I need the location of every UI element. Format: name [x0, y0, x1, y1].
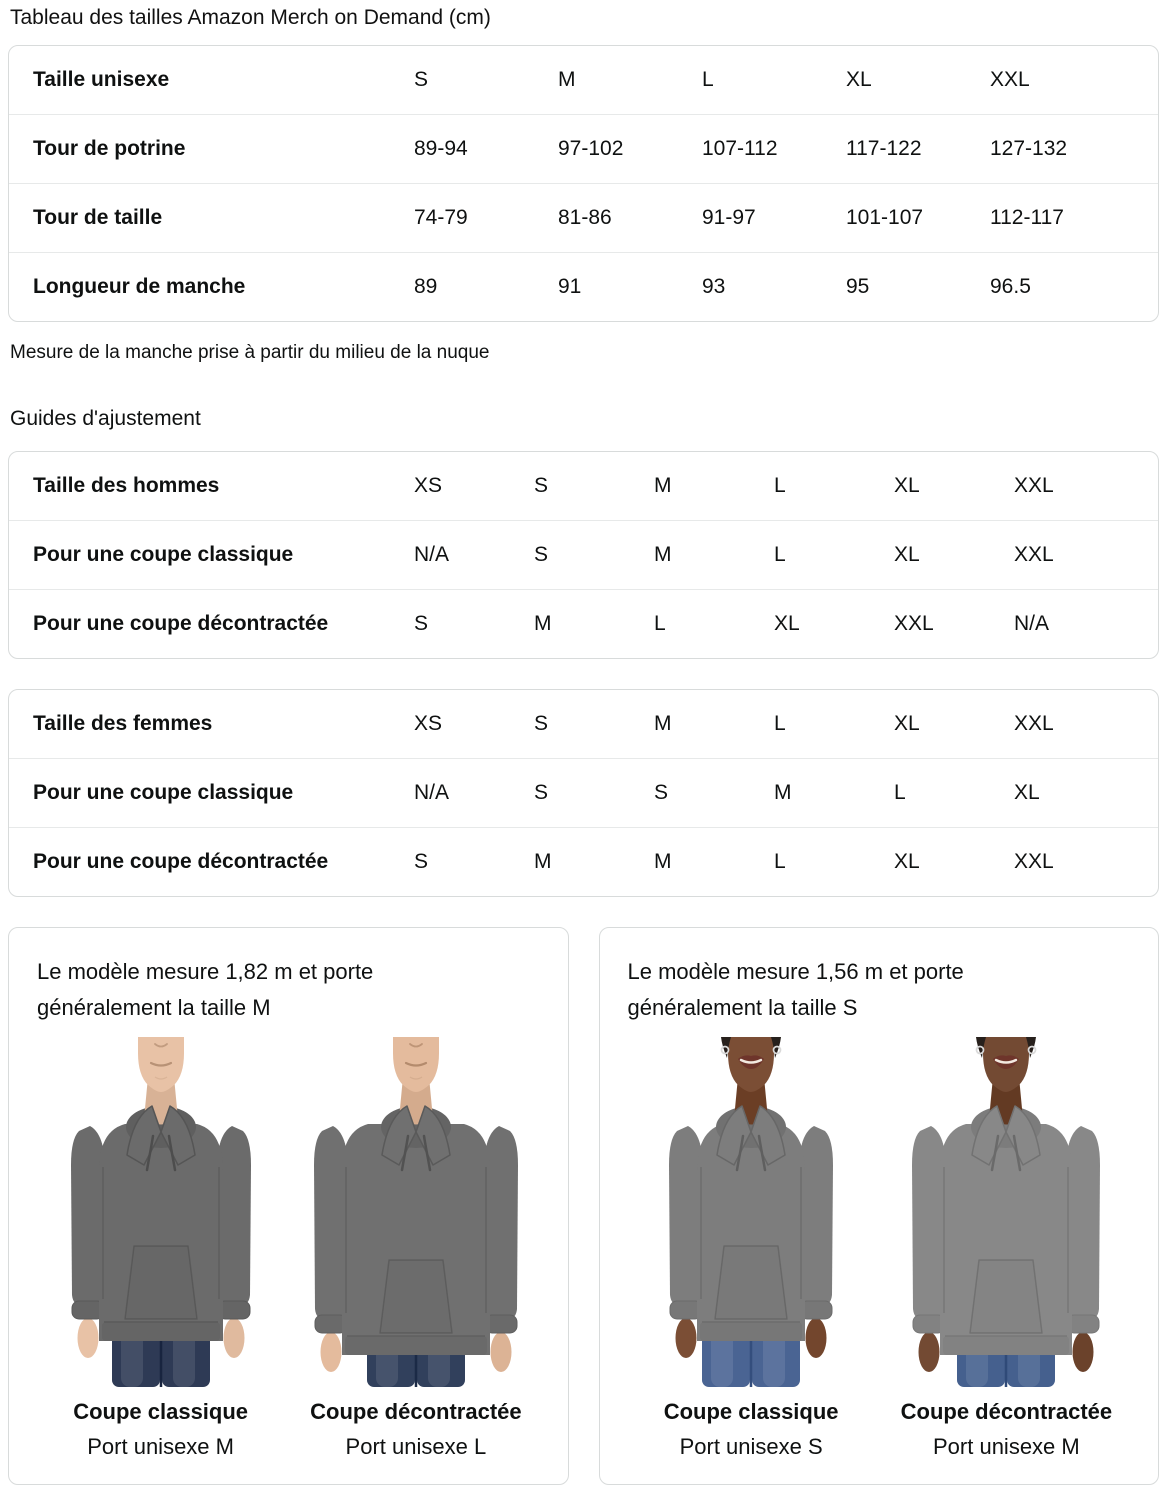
size-cell: L [774, 712, 786, 735]
fit-caption: Coupe décontractée [310, 1399, 522, 1425]
size-table [8, 45, 1159, 322]
sleeve-measure-note: Mesure de la manche prise à partir du milieu de la nuque [10, 342, 490, 363]
size-cell: L [774, 543, 786, 566]
table-row [9, 520, 1158, 589]
table-row [9, 114, 1158, 183]
size-cell: M [654, 712, 672, 735]
row-label: Pour une coupe classique [33, 781, 294, 804]
size-caption: Port unisexe S [679, 1434, 823, 1460]
row-label: Taille des hommes [33, 474, 220, 497]
size-cell: S [534, 543, 549, 566]
table-row [9, 827, 1158, 896]
table-row [9, 252, 1158, 321]
size-cell: XXL [990, 68, 1030, 91]
measure-cell: 89-94 [414, 137, 468, 160]
size-cell: L [774, 850, 786, 873]
size-cell: XXL [894, 612, 934, 635]
model-cards [8, 927, 1159, 1485]
size-cell: XL [894, 474, 920, 497]
womens-fit-guide-table [8, 689, 1159, 897]
model-figure [288, 1037, 543, 1460]
size-cell: S [414, 850, 429, 873]
measure-cell: 112-117 [990, 206, 1064, 229]
model-photo-relaxed-fit [886, 1037, 1126, 1387]
row-label: Longueur de manche [33, 275, 246, 298]
size-cell: S [534, 781, 549, 804]
size-cell: M [558, 68, 576, 91]
size-caption: Port unisexe L [345, 1434, 487, 1460]
row-label: Tour de taille [33, 206, 163, 229]
row-label: Pour une coupe décontractée [33, 612, 329, 635]
measure-cell: 127-132 [990, 137, 1068, 160]
size-cell: L [894, 781, 906, 804]
measure-cell: 117-122 [846, 137, 922, 160]
model-figure [879, 1037, 1134, 1460]
size-caption: Port unisexe M [87, 1434, 234, 1460]
model-card-women [599, 927, 1160, 1485]
row-label: Pour une coupe classique [33, 543, 294, 566]
size-cell: XS [414, 474, 443, 497]
measure-cell: 97-102 [558, 137, 624, 160]
size-cell: M [774, 781, 792, 804]
model-photo-classic-fit [41, 1037, 281, 1387]
size-cell: XXL [1014, 712, 1054, 735]
size-cell: XXL [1014, 474, 1054, 497]
measure-cell: 81-86 [558, 206, 612, 229]
measure-cell: 107-112 [702, 137, 778, 160]
size-cell: XXL [1014, 850, 1054, 873]
size-cell: S [414, 612, 429, 635]
size-cell: S [654, 781, 669, 804]
size-cell: S [414, 68, 429, 91]
model-card-men [8, 927, 569, 1485]
size-cell: S [534, 712, 549, 735]
model-figure [33, 1037, 288, 1460]
page-title: Tableau des tailles Amazon Merch on Demand (cm) [10, 6, 491, 29]
measure-cell: 74-79 [414, 206, 468, 229]
size-cell: XL [774, 612, 800, 635]
measure-cell: 101-107 [846, 206, 924, 229]
measure-cell: 93 [702, 275, 726, 298]
size-cell: XL [846, 68, 872, 91]
fit-caption: Coupe décontractée [900, 1399, 1113, 1425]
table-row [9, 452, 1158, 520]
row-label: Taille des femmes [33, 712, 213, 735]
measure-cell: 96.5 [990, 275, 1031, 298]
size-cell: N/A [414, 781, 450, 804]
table-row [9, 690, 1158, 758]
table-row [9, 758, 1158, 827]
table-row [9, 46, 1158, 114]
size-cell: XL [894, 543, 920, 566]
table-row [9, 183, 1158, 252]
size-cell: XXL [1014, 543, 1054, 566]
size-cell: N/A [1014, 612, 1050, 635]
mens-fit-guide-table [8, 451, 1159, 659]
size-cell: M [654, 850, 672, 873]
fit-caption: Coupe classique [663, 1399, 839, 1425]
size-cell: L [654, 612, 666, 635]
table-row [9, 589, 1158, 658]
measure-cell: 89 [414, 275, 438, 298]
size-cell: L [702, 68, 714, 91]
fit-caption: Coupe classique [73, 1399, 249, 1425]
size-cell: M [654, 543, 672, 566]
model-photo-classic-fit [631, 1037, 871, 1387]
size-cell: XS [414, 712, 443, 735]
measure-cell: 91-97 [702, 206, 756, 229]
size-cell: S [534, 474, 549, 497]
size-cell: XL [894, 712, 920, 735]
row-label: Pour une coupe décontractée [33, 850, 329, 873]
size-caption: Port unisexe M [933, 1434, 1080, 1460]
measure-cell: 91 [558, 275, 582, 298]
size-cell: M [534, 850, 552, 873]
model-figure [624, 1037, 879, 1460]
size-cell: L [774, 474, 786, 497]
size-cell: XL [894, 850, 920, 873]
model-photo-relaxed-fit [296, 1037, 536, 1387]
model-description: Le modèle mesure 1,56 m et porte généralement la taille S [627, 959, 964, 1020]
row-label: Tour de potrine [33, 137, 186, 160]
size-cell: XL [1014, 781, 1040, 804]
size-cell: M [654, 474, 672, 497]
size-cell: M [534, 612, 552, 635]
measure-cell: 95 [846, 275, 870, 298]
row-label: Taille unisexe [33, 68, 170, 91]
size-cell: N/A [414, 543, 450, 566]
model-description: Le modèle mesure 1,82 m et porte généralement la taille M [37, 959, 374, 1020]
fit-guides-heading: Guides d'ajustement [10, 407, 201, 430]
